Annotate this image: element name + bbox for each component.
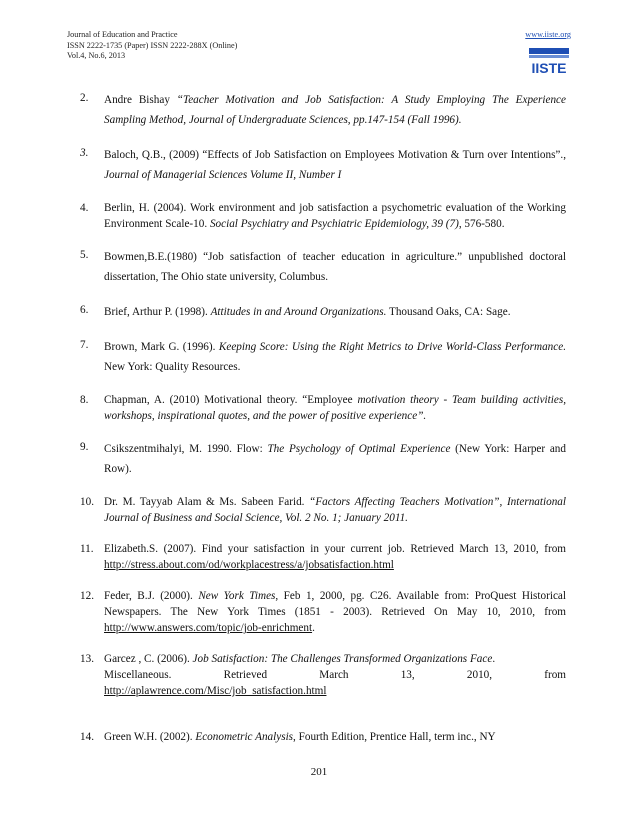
reference-item bbox=[80, 392, 566, 424]
reference-item bbox=[80, 247, 566, 287]
reference-tail: (New York: Harper and Row). bbox=[104, 443, 566, 475]
iiste-logo bbox=[527, 46, 571, 76]
reference-number: 14. bbox=[80, 731, 94, 743]
reference-italic: “Factors Affecting Teachers Motivation”, International Journal of Business and Social Science, Vol. 2 No. 1; January 2011. bbox=[104, 496, 566, 524]
reference-text: Green W.H. (2002). bbox=[104, 731, 196, 743]
reference-italic: Attitudes in and Around Organizations. bbox=[210, 306, 387, 318]
reference-number: 11. bbox=[80, 543, 94, 555]
reference-italic: Keeping Score: Using the Right Metrics to Drive World-Class Performance. bbox=[218, 341, 567, 353]
reference-italic: New York Times bbox=[198, 590, 276, 602]
journal-title: Journal of Education and Practice bbox=[67, 30, 178, 39]
reference-tail: , Fourth Edition, Prentice Hall, term inc., NY bbox=[293, 731, 496, 743]
reference-number: 6. bbox=[80, 304, 89, 316]
reference-item bbox=[80, 145, 566, 185]
reference-item bbox=[80, 439, 566, 479]
reference-number: 3. bbox=[80, 147, 89, 159]
reference-italic: Social Psychiatry and Psychiatric Epidemiology, 39 (7) bbox=[209, 218, 459, 230]
reference-text: Csikszentmihalyi, M. 1990. Flow: bbox=[104, 443, 268, 455]
reference-item bbox=[80, 541, 566, 573]
reference-text: Elizabeth.S. (2007). Find your satisfaction in your current job. Retrieved March 13, 2010, from bbox=[104, 543, 566, 555]
reference-italic: “Teacher Motivation and Job Satisfaction: A Study Employing The Experience Sampling Method, Journal of Undergraduate Sciences, pp.147-154 (Fall 1996). bbox=[104, 94, 566, 126]
reference-text: Berlin, H. (2004). Work environment and job satisfaction a psychometric evaluation of the Working Environment Scale-10. bbox=[104, 202, 566, 230]
issn-line: ISSN 2222-1735 (Paper) ISSN 2222-288X (Online) bbox=[67, 40, 238, 50]
reference-italic: Econometric Analysis bbox=[195, 731, 294, 743]
reference-item bbox=[80, 494, 566, 526]
reference-number: 4. bbox=[80, 202, 89, 214]
reference-line2: Miscellaneous. Retrieved March 13, 2010, from bbox=[104, 669, 566, 681]
reference-item bbox=[80, 200, 566, 232]
reference-text: Feder, B.J. (2000). bbox=[104, 590, 199, 602]
reference-tail: , 576-580. bbox=[458, 218, 505, 230]
reference-text: Garcez , C. (2006). bbox=[104, 653, 193, 665]
reference-list bbox=[80, 90, 566, 760]
reference-tail: Thousand Oaks, CA: Sage. bbox=[386, 306, 511, 318]
reference-text: Dr. M. Tayyab Alam & Ms. Sabeen Farid. bbox=[104, 496, 310, 508]
reference-item bbox=[80, 302, 566, 322]
reference-italic: Job Satisfaction: The Challenges Transformed Organizations Face bbox=[192, 653, 493, 665]
volume-line: Vol.4, No.6, 2013 bbox=[67, 51, 126, 60]
reference-text: Brown, Mark G. (1996). bbox=[104, 341, 219, 353]
reference-link[interactable]: http://aplawrence.com/Misc/job_satisfaction.html bbox=[104, 685, 327, 697]
page-number: 201 bbox=[310, 766, 328, 778]
reference-text: Chapman, A. (2010) Motivational theory. “Employee bbox=[104, 394, 358, 406]
reference-link[interactable]: http://www.answers.com/topic/job-enrichment bbox=[104, 622, 313, 634]
reference-item bbox=[80, 651, 566, 699]
reference-italic: motivation theory - Team building activities, workshops, inspirational quotes, and the power of positive experience”. bbox=[104, 394, 566, 422]
reference-text: Baloch, Q.B., (2009) “Effects of Job Satisfaction on Employees Motivation & Turn over Intentions”., bbox=[104, 149, 566, 161]
reference-number: 7. bbox=[80, 339, 89, 351]
reference-item bbox=[80, 729, 566, 745]
reference-tail: New York: Quality Resources. bbox=[104, 361, 241, 373]
reference-number: 2. bbox=[80, 92, 89, 104]
reference-italic: The Psychology of Optimal Experience bbox=[267, 443, 451, 455]
reference-number: 9. bbox=[80, 441, 89, 453]
reference-number: 12. bbox=[80, 590, 94, 602]
reference-tail: , Feb 1, 2000, pg. C26. Available from: ProQuest Historical Newspapers. The New York Times (1851 - 2003). Retrieved On May 10, 2010, from bbox=[104, 590, 566, 618]
reference-item bbox=[80, 90, 566, 130]
reference-number: 5. bbox=[80, 249, 89, 261]
reference-link[interactable]: http://stress.about.com/od/workplacestress/a/jobsatisfaction.html bbox=[104, 559, 394, 571]
reference-author: Andre Bishay bbox=[104, 94, 177, 106]
reference-text: Bowmen,B.E.(1980) “Job satisfaction of teacher education in agriculture.” unpublished doctoral dissertation, The Ohio state university, Columbus. bbox=[104, 251, 566, 283]
reference-number: 13. bbox=[80, 653, 94, 665]
website-link[interactable]: www.iiste.org bbox=[525, 30, 571, 39]
reference-item bbox=[80, 588, 566, 636]
reference-number: 8. bbox=[80, 394, 89, 406]
reference-text: Brief, Arthur P. (1998). bbox=[104, 306, 211, 318]
logo-text: IISTE bbox=[531, 60, 567, 76]
reference-italic: Journal of Managerial Sciences Volume II, Number I bbox=[104, 169, 342, 181]
reference-end: . bbox=[312, 622, 315, 634]
reference-tail: . bbox=[492, 653, 496, 665]
reference-item bbox=[80, 337, 566, 377]
page-header-left bbox=[67, 30, 237, 62]
reference-number: 10. bbox=[80, 496, 94, 508]
